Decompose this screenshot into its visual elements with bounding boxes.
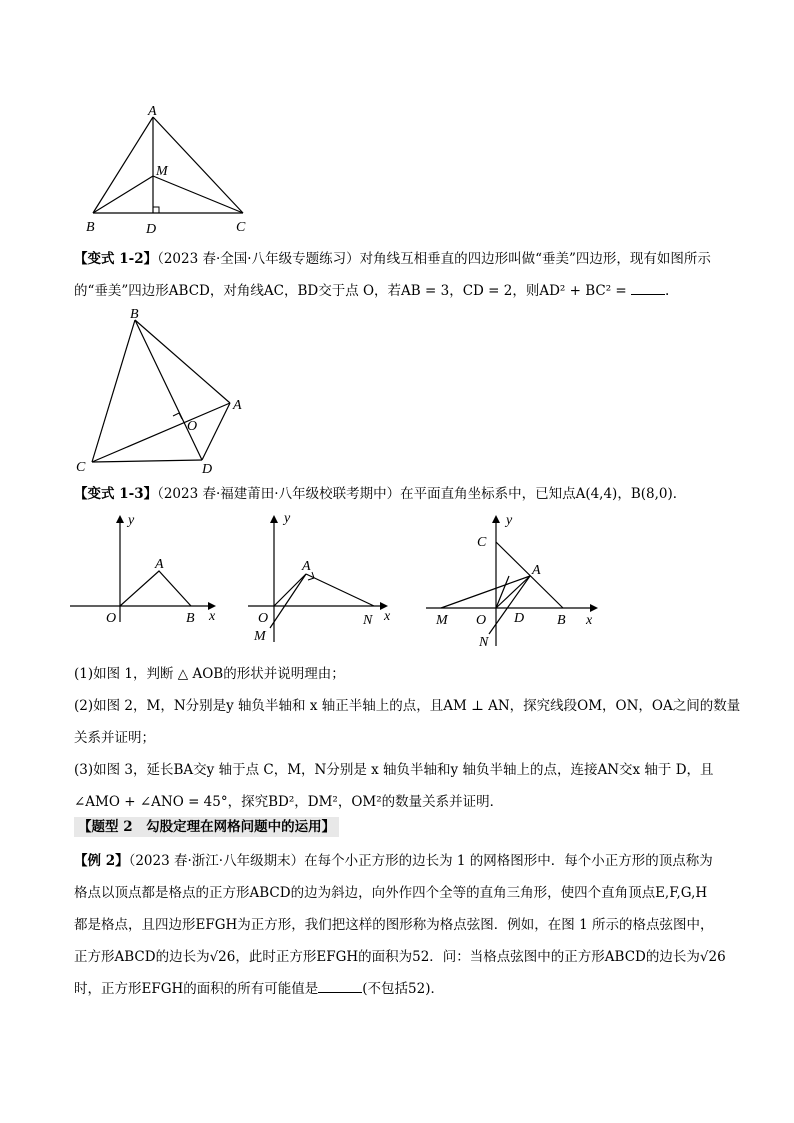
label-x: x — [586, 613, 593, 628]
triangle-svg — [80, 100, 260, 240]
label-b: B — [130, 307, 139, 322]
coordinate-svg-3 — [426, 506, 616, 656]
answer-blank-1[interactable] — [631, 280, 665, 295]
question-3-cont: ∠AMO + ∠ANO = 45°，探究BD²，DM²，OM²的数量关系并证明． — [74, 794, 504, 810]
coordinate-figure-3 — [426, 506, 616, 656]
label-c: C — [76, 460, 86, 475]
example-2-line4: 正方形ABCD的边长为√26，此时正方形EFGH的面积为52．问：当格点弦图中的正方形ABCD的边长为√26 — [74, 949, 726, 965]
right-angle-mark — [153, 207, 159, 213]
label-y: y — [128, 513, 135, 528]
triangle-figure — [80, 100, 260, 240]
variant-1-2-line2-end: . — [665, 283, 670, 299]
edge-ad — [202, 403, 230, 460]
label-b: B — [186, 611, 195, 626]
coordinate-figure-2 — [248, 508, 408, 648]
label-c: C — [477, 535, 487, 550]
label-x: x — [209, 609, 216, 624]
edge-cb — [92, 320, 135, 462]
y-axis-arrow — [492, 515, 500, 523]
variant-1-3-text: （2023 春·福建莆田·八年级校联考期中）在平面直角坐标系中，已知点A(4,4)，B(8,0)． — [157, 486, 687, 502]
label-a: A — [532, 563, 541, 578]
label-m: M — [156, 164, 168, 179]
section-heading — [74, 815, 339, 835]
label-o: O — [187, 419, 198, 434]
section-heading-text: 【题型 2 勾股定理在网格问题中的运用】 — [74, 817, 339, 837]
label-n: N — [363, 613, 373, 628]
variant-1-2-tag: 【变式 1-2】 — [74, 251, 158, 267]
segment-oa — [496, 576, 530, 608]
example-2-line3: 都是格点，且四边形EFGH为正方形，我们把这样的图形称为格点弦图．例如，在图 1 所示的格点弦图中， — [74, 917, 714, 933]
example-2-line2: 格点以顶点都是格点的正方形ABCD的边为斜边，向外作四个全等的直角三角形，使四个直角顶点E,F,G,H — [74, 885, 708, 901]
label-a: A — [148, 104, 157, 119]
segment-inner — [496, 576, 509, 608]
edge-dc — [92, 460, 202, 462]
example-2 — [74, 845, 724, 1005]
label-o: O — [258, 611, 269, 626]
label-y: y — [284, 511, 291, 526]
label-a: A — [155, 557, 164, 572]
example-2-line1: （2023 春·浙江·八年级期末）在每个小正方形的边长为 1 的网格图形中．每个小正方形的顶点称为 — [128, 853, 713, 869]
label-b: B — [86, 220, 95, 235]
example-2-tag: 【例 2】 — [74, 853, 129, 869]
segment-am — [270, 574, 306, 628]
label-y: y — [506, 513, 513, 528]
edge-ab — [93, 117, 153, 213]
label-a: A — [302, 559, 311, 574]
coordinate-figure-1 — [70, 510, 230, 630]
label-n: N — [479, 635, 489, 650]
answer-blank-2[interactable] — [318, 978, 362, 993]
label-b: B — [557, 613, 566, 628]
question-2-cont: 关系并证明； — [74, 730, 155, 746]
label-o: O — [106, 611, 117, 626]
question-2: (2)如图 2，M，N分别是y 轴负半轴和 x 轴正半轴上的点，且AM ⊥ AN，探究线段OM，ON，OA之间的数量 — [74, 698, 741, 714]
label-o: O — [476, 613, 487, 628]
variant-1-2-line2: 的“垂美”四边形ABCD，对角线AC，BD交于点 O，若AB = 3，CD = 2，则AD² + BC² = — [74, 283, 632, 299]
coordinate-svg-2 — [248, 508, 408, 648]
segment-oa — [274, 574, 306, 606]
label-x: x — [384, 609, 391, 624]
variant-1-3 — [74, 478, 724, 510]
label-m: M — [254, 629, 266, 644]
label-c: C — [236, 220, 246, 235]
label-a: A — [233, 398, 242, 413]
quadrilateral-figure — [72, 305, 272, 485]
variant-1-3-tag: 【变式 1-3】 — [74, 486, 158, 502]
diagonal-ca — [92, 403, 230, 462]
label-m: M — [436, 613, 448, 628]
quadrilateral-svg — [72, 305, 272, 485]
label-d: D — [202, 462, 213, 477]
segment-an — [306, 574, 374, 606]
question-list — [74, 658, 741, 818]
y-axis-arrow — [116, 515, 124, 523]
example-2-line5: 时，正方形EFGH的面积的所有可能值是 — [74, 981, 319, 997]
question-1: (1)如图 1，判断 △ AOB的形状并说明理由； — [74, 666, 345, 682]
label-d: D — [146, 222, 157, 237]
variant-1-2 — [74, 243, 724, 307]
triangle-aob — [120, 571, 191, 606]
label-d: D — [514, 611, 525, 626]
segment-ma — [441, 576, 530, 608]
right-angle-mark — [173, 413, 182, 419]
y-axis-arrow — [270, 515, 278, 523]
example-2-line5-end: (不包括52)． — [362, 981, 444, 997]
edge-ba — [135, 320, 230, 403]
question-3: (3)如图 3，延长BA交y 轴于点 C，M，N分别是 x 轴负半轴和y 轴负半轴上的点，连接AN交x 轴于 D，且 — [74, 762, 714, 778]
segment-bm — [93, 176, 153, 213]
coordinate-svg-1 — [70, 510, 230, 630]
variant-1-2-line1: （2023 春·全国·八年级专题练习）对角线互相垂直的四边形叫做“垂美”四边形，现有如图所示 — [157, 251, 711, 267]
x-axis-arrow — [590, 604, 598, 612]
segment-mc — [153, 176, 243, 213]
